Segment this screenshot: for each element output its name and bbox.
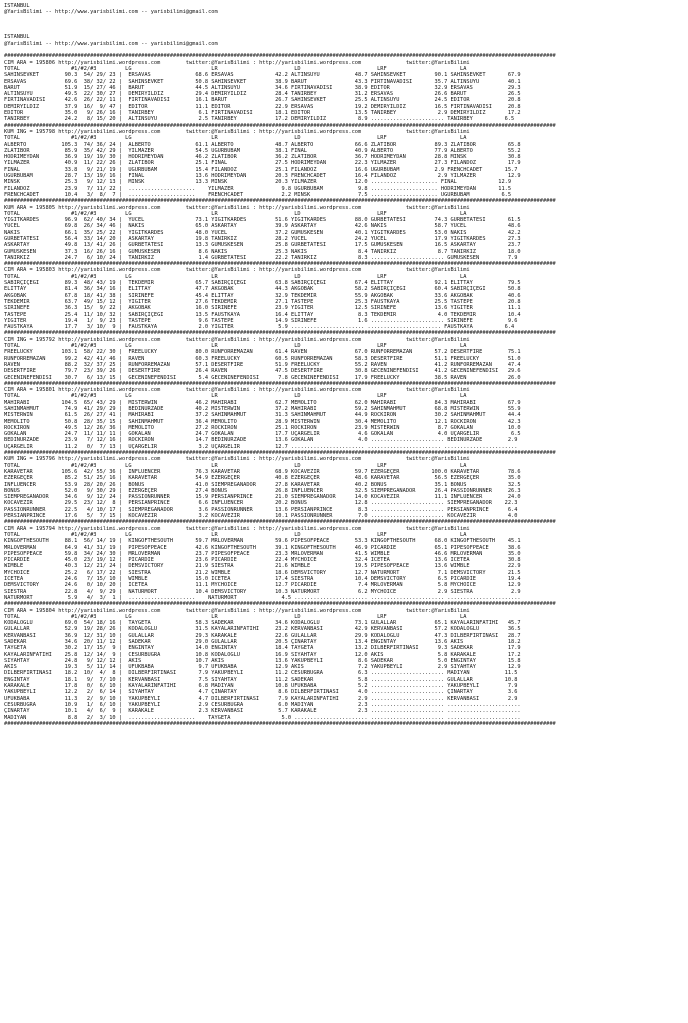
race-row: GÜMÜSKESEN 37.3 16/ 26/ 16 | GÜMÜSKESEN 8.6 NAKIS 25.3 NAKIS 8.4 TANIRKIZ 8.7 TANIRKIZ 18.0 bbox=[4, 248, 521, 255]
separator-line: ############################################################################################################################################################################# bbox=[4, 720, 556, 727]
race-row: FIRTINAVADISI 42.6 26/ 22/ 11 | FIRTINAVADISI 16.1 BARUT 26.7 SAHINSEVKET 25.5 ALTINSUYU 24.5 EDITÖR 20.8 bbox=[4, 97, 521, 104]
race-row: YIGITKARDES 96.9 62/ 40/ 34 | YÜCEL 73.1 YIGITKARDES 51.6 YIGITKARDES 88.0 GURBETATESI 74.3 GURBETATESI 61.5 bbox=[4, 217, 521, 224]
race-column-header: TOTAL #1/#2/#3 LG LR LD LRF LA bbox=[4, 210, 467, 217]
race-row: ZLATIBOR 85.9 35/ 42/ 29 | YILMAZER 54.5 UGURBUBAM 38.1 FINAL 40.9 ALBERTO 77.9 ALBERTO 55.2 bbox=[4, 147, 521, 154]
race-row: SIESTRA 22.8 4/ 9/ 29 | NATURMORT 10.4 DEMSVICTORY 10.3 NATURMORT 6.2 MYCHOICE 2.9 SIESTRA 2.9 bbox=[4, 588, 521, 595]
race-row: ELITTAY 81.4 36/ 34/ 16 | ELITTAY 47.7 AKGOBAK 44.3 AKGOBAK 58.2 SABIRÇIÇEGI 60.4 SABIRÇIÇEGI 50.8 bbox=[4, 286, 521, 293]
race-row: UGURBUBAM 28.7 13/ 19/ 16 | FINAL 13.6 HODRIMEYDAN 20.3 FRENCHCADET 16.4 FILANDOZ 2.9 YILMAZER 12.9 bbox=[4, 173, 521, 180]
race-row: MYCHOICE 25.2 6/ 17/ 22 | SIESTRA 21.2 WIMBLE 18.6 DEMSVICTORY 12.7 NATURMORT 7.1 DEMSVICTORY 21.5 bbox=[4, 569, 521, 576]
race-title: CIM ING = 195792 http://yarisbilimi.wordpress.com twitter:@YarisBilimi : http://yarisbilimi.wordpress.com twitter:@YarisBilimi bbox=[4, 336, 470, 343]
race-row: TAYGETA 30.2 17/ 15/ 9 | ENGINTAY 14.0 ENGINTAY 18.4 TAYGETA 13.2 DILBERFIRTINASI 9.3 SADEKAR 17.9 bbox=[4, 645, 521, 652]
race-row: DEMSVICTORY 24.6 0/ 10/ 20 | ICETEA 11.1 MYCHOICE 12.7 PICARDIE 7.4 MRLOVERMAN 5.8 MYCHOICE 12.9 bbox=[4, 582, 521, 589]
race-row: DEMIRYILDIZ 37.9 16/ 9/ 47 | EDITÖR 11.1 EDITÖR 22.9 ERSAVAS 19.2 DEMIRYILDIZ 16.5 FIRTINAVADISI 20.8 bbox=[4, 103, 521, 110]
separator-line: ############################################################################################################################################################################# bbox=[4, 198, 556, 205]
race-row: RUNFORREMAZAN 99.2 42/ 41/ 46 | RAVEN 60.3 FREELUCKY 60.5 RUNFORREMAZAN 58.3 DESERTFIRE 51.1 FREELUCKY 51.0 bbox=[4, 355, 521, 362]
race-row: INFLUENCER 53.9 28/ 20/ 26 | BONUS 41.0 SIEMPREGANADOR 27.8 KARAVETAR 40.2 BONUS 35.1 BONUS 32.5 bbox=[4, 481, 521, 488]
race-row: ÇINARTAY 10.1 4/ 6/ 9 | KARAKALE 2.3 KERVANBASI 5.7 KARAKALE 2.3 ....................... ....................... bbox=[4, 708, 521, 715]
header-contact-repeat: @YarisBilimi -- http://www.yarisbilimi.com -- yarisbilimi@gmail.com bbox=[4, 40, 218, 47]
separator-line: ############################################################################################################################################################################# bbox=[4, 122, 556, 129]
race-row: BONUS 52.0 9/ 30/ 29 | EZERGEÇER 27.4 BONUS 26.8 INFLUENCER 32.5 SIEMPREGANADOR 26.4 PASSIONRUNNER 26.3 bbox=[4, 487, 521, 494]
race-row: KERVANBASI 36.9 12/ 31/ 10 | GÜLALLAR 29.3 KARAKALE 22.6 GÜLALLAR 29.9 KODALOGLU 47.3 DILBERFIRTINASI 28.7 bbox=[4, 632, 521, 639]
race-row: YÜCEL 69.8 26/ 34/ 46 | NAKIS 65.0 ASKARTAY 39.9 ASKARTAY 42.6 NAKIS 58.7 YÜCEL 48.6 bbox=[4, 223, 521, 230]
race-row: FAUSTKAYA 17.7 3/ 10/ 9 | FAUSTKAYA 2.0 YIGITER 5.9 ....................... ....................... FAUSTKAYA 6.4 bbox=[4, 324, 515, 331]
race-row: EDITÖR 35.0 9/ 26/ 16 | TANIRBEY 6.1 FIRTINAVADISI 18.1 EDITÖR 13.5 TANIRBEY 2.9 DEMIRYILDIZ 17.2 bbox=[4, 110, 521, 117]
race-row: EZERGEÇER 85.2 51/ 25/ 16 | KARAVETAR 54.9 EZERGEÇER 40.8 EZERGEÇER 48.6 KARAVETAR 56.5 EZERGEÇER 35.0 bbox=[4, 475, 521, 482]
race-row: DILBERFIRTINASI 18.2 10/ 4/ 8 | DILBERFIRTINASI 7.9 YAKUPBEYLI 11.2 CESURBUGRA 6.3 ....................... MADIYAN 11.5 bbox=[4, 670, 518, 677]
race-column-header: TOTAL #1/#2/#3 LG LR LD LRF LA bbox=[4, 343, 467, 350]
race-title: CIM ARA = 195794 http://yarisbilimi.wordpress.com twitter:@YarisBilimi : http://yarisbilimi.wordpress.com twitter:@YarisBilimi bbox=[4, 525, 470, 532]
race-row: YAKUPBEYLI 12.2 2/ 6/ 14 | SIYAHTAY 4.7 ÇINARTAY 8.6 DILBERFIRTINASI 4.0 ....................... ÇINARTAY 3.6 bbox=[4, 689, 518, 696]
race-row: YIGITER 19.4 1/ 9/ 23 | TASTEPE 9.6 TASTEPE 14.9 SIRINEFE 1.6 ....................... SIRINEFE 9.6 bbox=[4, 317, 518, 324]
header-contact: @YarisBilimi -- http://www.yarisbilimi.com -- yarisbilimi@gmail.com bbox=[4, 9, 218, 16]
race-row: PASSIONRUNNER 22.5 4/ 10/ 17 | SIEMPREGANADOR 3.6 PASSIONRUNNER 13.6 PERSIANPRINCE 8.3 ....................... PERSIANPRINCE 6.4 bbox=[4, 506, 518, 513]
race-row: PICARDIE 45.0 23/ 19/ 12 | PICARDIE 23.6 PICARDIE 22.4 MYCHOICE 32.4 ICETEA 13.6 ICETEA 30.8 bbox=[4, 557, 521, 564]
race-column-header: TOTAL #1/#2/#3 LG LR LD LRF LA bbox=[4, 273, 467, 280]
race-row: SIRINEFE 36.3 15/ 9/ 22 | AKGOBAK 16.0 SIRINEFE 23.9 YIGITER 12.5 SIRINEFE 13.6 YIGITER 11.1 bbox=[4, 305, 521, 312]
race-row: ROCKIRON 49.5 12/ 26/ 36 | MEMOLITO 27.2 ROCKIRON 25.1 ROCKIRON 23.9 MISTERWIN 8.7 GÖKALAN 10.0 bbox=[4, 424, 521, 431]
separator-line: ############################################################################################################################################################################# bbox=[4, 450, 556, 457]
race-row: ALTINSUYU 49.5 22/ 30/ 27 | DEMIRYILDIZ 29.4 DEMIRYILDIZ 28.4 TANIRBEY 31.2 ERSAVAS 26.6 BARUT 26.5 bbox=[4, 91, 521, 98]
race-row: SIEMPREGANADOR 34.6 9/ 12/ 24 | PASSIONRUNNER 15.9 PERSIANPRINCE 21.0 SIEMPREGANADOR 14.0 KOCAVEZIR 11.1 INFLUENCER 24.0 bbox=[4, 494, 521, 501]
header-city: ISTANBUL bbox=[4, 3, 30, 9]
separator-line: ############################################################################################################################################################################# bbox=[4, 519, 556, 526]
race-row: GECENINEFENDISI 30.7 6/ 13/ 15 | GECENINEFENDISI 5.4 GECENINEFENDISI 7.8 GECENINEFENDISI 17.9 FREELUCKY 38.5 RAVEN 26.0 bbox=[4, 374, 521, 381]
race-row: PERSIANPRINCE 17.6 5/ 7/ 15 | KOCAVEZIR 3.2 KOCAVEZIR 10.1 PASSIONRUNNER 7.0 ....................... KOCAVEZIR 4.0 bbox=[4, 513, 518, 520]
separator-line: ############################################################################################################################################################################# bbox=[4, 601, 556, 608]
race-row: TANIRKIZ 24.7 6/ 10/ 24 | TANIRKIZ 1.4 GURBETATESI 22.2 TANIRKIZ 8.3 ....................... GÜMÜSKESEN 7.9 bbox=[4, 254, 518, 261]
race-row: ICETEA 24.6 7/ 15/ 10 | WIMBLE 15.0 ICETEA 17.4 SIESTRA 10.4 DEMSVICTORY 6.5 PICARDIE 19.4 bbox=[4, 576, 521, 583]
race-row: BEDINURZADE 23.9 7/ 12/ 16 | ROCKIRON 14.7 BEDINURZADE 13.6 GÖKALAN 4.0 ....................... BEDINURZADE 2.9 bbox=[4, 437, 518, 444]
race-row: GURBETATESI 56.4 33/ 14/ 20 | ASKARTAY 19.8 TANIRKIZ 28.2 YÜCEL 24.2 YÜCEL 17.9 YIGITKARDES 27.3 bbox=[4, 235, 521, 242]
race-list bbox=[4, 53, 684, 727]
race-row: SAHINSEVKET 90.3 54/ 29/ 23 | ERSAVAS 68.6 ERSAVAS 42.2 ALTINSUYU 48.7 SAHINSEVKET 90.1 SAHINSEVKET 67.9 bbox=[4, 72, 521, 79]
header-city-repeat: ISTANBUL bbox=[4, 34, 30, 41]
race-title: KUM ING = 195796 http://yarisbilimi.wordpress.com twitter:@YarisBilimi : http://yarisbilimi.wordpress.com twitter:@YarisBilimi bbox=[4, 456, 470, 463]
race-column-header: TOTAL #1/#2/#3 LG LR LD LRF LA bbox=[4, 462, 467, 469]
race-row: RAVEN 88.2 32/ 37/ 25 | RUNFORREMAZAN 57.1 DESERTFIRE 51.9 FREELUCKY 55.2 RAVEN 41.2 RUNFORREMAZAN 47.4 bbox=[4, 361, 521, 368]
separator-line: ############################################################################################################################################################################# bbox=[4, 380, 556, 387]
race-row: MINSK 25.3 9/ 12/ 13 | MINSK 13.3 MINSK 20.3 YILMAZER 12.0 ..................... FINAL 12.9 bbox=[4, 179, 512, 186]
separator-line: ############################################################################################################################################################################# bbox=[4, 261, 556, 268]
race-title: KUM ING = 195798 http://yarisbilimi.wordpress.com twitter:@YarisBilimi : http://yarisbilimi.wordpress.com twitter:@YarisBilimi bbox=[4, 128, 470, 135]
race-row: NAKIS 66.1 35/ 25/ 22 | YIGITKARDES 48.0 YÜCEL 37.2 GÜMÜSKESEN 40.1 YIGITKARDES 53.0 NAKIS 42.2 bbox=[4, 229, 521, 236]
race-row: WIMBLE 40.3 12/ 21/ 24 | DEMSVICTORY 21.9 SIESTRA 21.6 WIMBLE 19.5 PIPESOFPEACE 13.6 WIMBLE 22.9 bbox=[4, 563, 521, 570]
race-row: TEKDEMIR 63.7 49/ 15/ 12 | YIGITER 27.6 TEKDEMIR 27.1 TASTEPE 25.3 FAUSTKAYA 25.5 TASTEPE 20.8 bbox=[4, 298, 521, 305]
race-row: KARAKALE 17.8 0/ 6/ 10 | KAYALARINFATIHI 6.8 MADIYAN 10.8 UFUKBABA 5.2 ....................... YAKUPBEYLI 7.9 bbox=[4, 683, 518, 690]
race-row: ENGINTAY 18.1 9/ 7/ 10 | KERVANBASI 7.5 SIYAHTAY 11.2 SADEKAR 5.8 ....................... GÜLALLAR 10.8 bbox=[4, 676, 518, 683]
race-row: UFUKBABA 11.3 2/ 9/ 10 | YAKUPBEYLI 4.7 DILBERFIRTINASI 7.9 KAYALARINFATIHI 2.9 ....................... KERVANBASI 2.9 bbox=[4, 695, 518, 702]
race-column-header: TOTAL #1/#2/#3 LG LR LD LRF LA bbox=[4, 613, 467, 620]
separator-line: ############################################################################################################################################################################# bbox=[4, 53, 556, 60]
race-column-header: TOTAL #1/#2/#3 LG LR LD LRF LA bbox=[4, 393, 467, 400]
race-row: GÜLALLAR 52.9 19/ 28/ 26 | KODALOGLU 31.5 KAYALARINFATIHI 23.2 KERVANBASI 42.9 KERVANBASI 57.2 KODALOGLU 36.5 bbox=[4, 626, 521, 633]
race-row: ERSAVAS 69.6 38/ 32/ 22 | SAHINSEVKET 50.8 SAHINSEVKET 38.9 BARUT 43.3 FIRTINAVADISI 35.7 ALTINSUYU 40.1 bbox=[4, 78, 521, 85]
race-row: SADEKAR 34.6 20/ 11/ 12 | SADEKAR 29.0 GÜLALLAR 20.5 ÇINARTAY 13.4 ENGINTAY 13.6 AKIS 18.2 bbox=[4, 638, 521, 645]
race-row: KINGOFTHESOUTH 88.1 56/ 14/ 19 | KINGOFTHESOUTH 59.7 MRLOVERMAN 59.6 PIPESOFPEACE 53.3 KINGOFTHESOUTH 68.0 KINGOFTHESOUTH 45.1 bbox=[4, 538, 521, 545]
race-row: FREELUCKY 103.1 58/ 22/ 30 | FREELUCKY 80.0 RUNFORREMAZAN 61.4 RAVEN 67.0 RUNFORREMAZAN 57.2 DESERTFIRE 75.1 bbox=[4, 349, 521, 356]
race-title: CIM ARA = 195806 http://yarisbilimi.wordpress.com twitter:@YarisBilimi : http://yarisbilimi.wordpress.com twitter:@YarisBilimi bbox=[4, 59, 470, 66]
race-title: KUM ARA = 195805 http://yarisbilimi.wordpress.com twitter:@YarisBilimi : http://yarisbilimi.wordpress.com twitter:@YarisBilimi bbox=[4, 204, 470, 211]
race-row: ASKARTAY 49.8 13/ 41/ 26 | GURBETATESI 13.3 GÜMÜSKESEN 25.8 GURBETATESI 17.5 GÜMÜSKESEN 16.5 ASKARTAY 23.7 bbox=[4, 242, 521, 249]
race-title: CIM ARA = 195804 http://yarisbilimi.wordpress.com twitter:@YarisBilimi : http://yarisbilimi.wordpress.com twitter:@YarisBilimi bbox=[4, 607, 470, 614]
race-row: KAYALARINFATIHI 25.8 12/ 14/ 9 | CESURBUGRA 10.8 KODALOGLU 16.9 SIYAHTAY 12.0 AKIS 5.8 KARAKALE 17.2 bbox=[4, 651, 521, 658]
race-row: ALBERTO 105.3 74/ 36/ 24 | ALBERTO 61.1 ALBERTO 48.7 ALBERTO 66.6 ZLATIBOR 89.3 ZLATIBOR 65.8 bbox=[4, 141, 521, 148]
race-row: SIYAHTAY 24.8 9/ 12/ 12 | AKIS 10.7 AKIS 13.6 YAKUPBEYLI 8.6 SADEKAR 5.0 ENGINTAY 15.8 bbox=[4, 657, 521, 664]
race-row: FRENCHCADET 10.4 3/ 8/ 7 | ..................... FRENCHCADET 2.2 MINSK 7.5 ..................... UGURBUBAM 6.5 bbox=[4, 191, 512, 198]
race-row: TASTEPE 25.4 11/ 10/ 32 | SABIRÇIÇEGI 13.5 FAUSTKAYA 16.4 ELITTAY 8.3 TEKDEMIR 4.0 TEKDEMIR 10.4 bbox=[4, 311, 521, 318]
race-row: MRLOVERMAN 64.9 41/ 31/ 19 | PIPESOFPEACE 42.6 KINGOFTHESOUTH 39.1 KINGOFTHESOUTH 46.9 PICARDIE 65.1 PIPESOFPEACE 38.6 bbox=[4, 544, 521, 551]
race-row: TANIRBEY 24.2 8/ 15/ 20 | ALTINSUYU 2.5 TANIRBEY 17.2 DEMIRYILDIZ 8.9 ....................... TANIRBEY 6.5 bbox=[4, 116, 515, 123]
race-row: DESERTFIRE 79.7 23/ 39/ 26 | DESERTFIRE 26.4 RAVEN 47.5 DESERTFIRE 30.8 GECENINEFENDISI 41.2 GECENINEFENDISI 29.6 bbox=[4, 368, 521, 375]
race-row: YILMAZER 40.9 11/ 22/ 26 | ZLATIBOR 25.1 FINAL 27.5 HODRIMEYDAN 22.3 YILMAZER 27.3 FILANDOZ 17.9 bbox=[4, 160, 521, 167]
race-row: SABIRÇIÇEGI 89.3 48/ 43/ 19 | TEKDEMIR 65.7 SABIRÇIÇEGI 63.8 SABIRÇIÇEGI 67.4 ELITTAY 92.1 ELITTAY 79.5 bbox=[4, 280, 521, 287]
race-column-header: TOTAL #1/#2/#3 LG LR LD LRF LA bbox=[4, 65, 467, 72]
race-row: AKIS 19.3 5/ 11/ 14 | UFUKBABA 9.7 UFUKBABA 12.9 AKIS 7.2 YAKUPBEYLI 2.9 SIYAHTAY 12.9 bbox=[4, 664, 521, 671]
race-row: GÖKALAN 24.7 11/ 11/ 11 | GÖKALAN 24.7 GÖKALAN 17.7 UÇARGELIR 4.6 GÖKALAN 4.0 UÇARGELIR 6.5 bbox=[4, 431, 521, 438]
race-row: MADIYAN 8.8 2/ 3/ 10 | ..................... TAYGETA 5.0 ....................... ....................... ....................... bbox=[4, 714, 521, 721]
race-row: PIPESOFPEACE 59.8 34/ 24/ 30 | MRLOVERMAN 23.7 PIPESOFPEACE 23.3 MRLOVERMAN 41.5 WIMBLE 46.6 MRLOVERMAN 35.0 bbox=[4, 550, 521, 557]
race-row: KARAVETAR 105.6 42/ 55/ 36 | INFLUENCER 76.3 KARAVETAR 68.9 KOCAVEZIR 59.7 EZERGEÇER 100.0 KARAVETAR 78.6 bbox=[4, 468, 521, 475]
race-row: AKGOBAK 67.8 18/ 41/ 38 | SIRINEFE 45.4 ELITTAY 32.9 TEKDEMIR 55.9 AKGOBAK 33.6 AKGOBAK 40.6 bbox=[4, 292, 521, 299]
race-title: CIM ARA = 195803 http://yarisbilimi.wordpress.com twitter:@YarisBilimi : http://yarisbilimi.wordpress.com twitter:@YarisBilimi bbox=[4, 267, 470, 274]
race-row: FINAL 33.8 9/ 21/ 19 | UGURBUBAM 15.4 FILANDOZ 25.1 FILANDOZ 16.6 UGURBUBAM 2.9 FRENCHCADET 15.7 bbox=[4, 166, 518, 173]
race-column-header: TOTAL #1/#2/#3 LG LR LD LRF LA bbox=[4, 531, 467, 538]
race-row: MAHIRABI 104.5 65/ 43/ 29 | MISTERWIN 46.2 MAHIRABI 62.7 MEMOLITO 62.0 MAHIRABI 84.3 MAHIRABI 67.9 bbox=[4, 399, 521, 406]
race-row: HODRIMEYDAN 36.9 19/ 19/ 30 | HODRIMEYDAN 46.2 ZLATIBOR 36.2 ZLATIBOR 36.7 HODRIMEYDAN 28.8 MINSK 30.8 bbox=[4, 154, 521, 161]
race-row: MEMOLITO 50.8 28/ 35/ 15 | SAHINMAHMUT 36.4 MEMOLITO 28.9 MISTERWIN 30.4 MEMOLITO 12.1 ROCKIRON 42.3 bbox=[4, 418, 521, 425]
race-row: BARUT 51.9 15/ 27/ 46 | BARUT 44.5 ALTINSUYU 34.6 FIRTINAVADISI 38.9 EDITÖR 32.9 ERSAVAS 29.3 bbox=[4, 84, 521, 91]
race-row: FILANDOZ 23.9 7/ 11/ 22 | ..................... YILMAZER 9.8 UGURBUBAM 9.8 ..................... HODRIMEYDAN 11.5 bbox=[4, 185, 512, 192]
race-title: CIM ARA = 195801 http://yarisbilimi.wordpress.com twitter:@YarisBilimi : http://yarisbilimi.wordpress.com twitter:@YarisBilimi bbox=[4, 387, 470, 394]
race-row: MISTERWIN 61.5 26/ 27/ 41 | MAHIRABI 37.2 SAHINMAHMUT 31.3 SAHINMAHMUT 44.9 ROCKIRON 30.2 SAHINMAHMUT 44.4 bbox=[4, 412, 521, 419]
race-row: KODALOGLU 69.0 54/ 18/ 16 | TAYGETA 58.3 SADEKAR 34.6 KODALOGLU 73.1 GÜLALLAR 65.1 KAYALARINFATIHI 45.7 bbox=[4, 620, 521, 627]
race-row: CESURBUGRA 10.9 1/ 6/ 10 | YAKUPBEYLI 2.9 CESURBUGRA 6.0 MADIYAN 2.3 ....................... ....................... bbox=[4, 701, 521, 708]
race-row: KOCAVEZIR 29.5 23/ 12/ 8 | PERSIANPRINCE 6.6 INFLUENCER 20.2 BONUS 12.8 ....................... SIEMPREGANADOR 22.3 bbox=[4, 500, 518, 507]
race-column-header: TOTAL #1/#2/#3 LG LR LD LRF LA bbox=[4, 135, 467, 142]
race-row: NATURMORT 5.9 4/ 3/ 1 | ..................... NATURMORT 4.5 ....................... ....................... ....................... bbox=[4, 594, 521, 601]
race-row: UÇARGELIR 11.2 0/ 7/ 13 | UÇARGELIR 3.2 UÇARGELIR 12.7 ....................... ....................... ....................... bbox=[4, 443, 518, 450]
race-row: SAHINMAHMUT 74.9 41/ 29/ 29 | BEDINURZADE 40.2 MISTERWIN 37.2 MAHIRABI 59.2 SAHINMAHMUT 68.8 MISTERWIN 55.9 bbox=[4, 406, 521, 412]
separator-line: ############################################################################################################################################################################# bbox=[4, 330, 556, 337]
